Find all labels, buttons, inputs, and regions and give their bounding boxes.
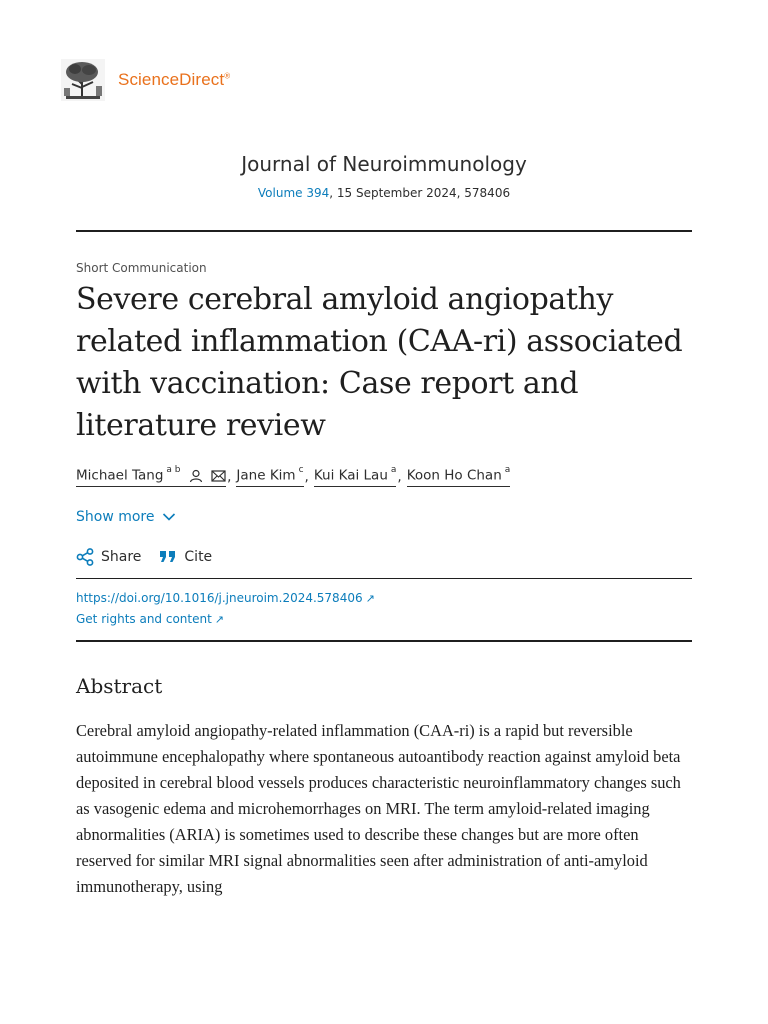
- cite-label: Cite: [184, 549, 213, 565]
- author-list: [76, 467, 510, 487]
- author-separator: ,: [397, 468, 402, 485]
- actions-divider: [76, 578, 692, 579]
- volume-link[interactable]: Volume 394: [257, 186, 330, 200]
- external-link-icon: ↗: [365, 592, 375, 605]
- metadata-divider: [76, 640, 692, 642]
- article-type: Short Communication: [76, 261, 207, 275]
- header-divider: [76, 230, 692, 232]
- show-more-button[interactable]: [76, 509, 176, 525]
- sciencedirect-logo[interactable]: [60, 58, 230, 102]
- author-link[interactable]: Kui Kai Lau $^a$: [314, 467, 397, 487]
- doi-link[interactable]: https://doi.org/10.1016/j.jneuroim.2024.578406 ↗: [76, 591, 375, 605]
- author-link[interactable]: Koon Ho Chan $^a$: [407, 467, 511, 487]
- cite-button[interactable]: [159, 549, 212, 565]
- quote-icon: [159, 549, 177, 565]
- author-link[interactable]: Michael Tang $^{a b}$: [76, 467, 226, 487]
- share-label: Share: [101, 549, 142, 565]
- journal-issue-info: [0, 186, 768, 200]
- person-icon: [189, 469, 203, 483]
- envelope-icon: [211, 470, 226, 482]
- brand-name: ScienceDirect®: [118, 70, 231, 89]
- chevron-down-icon: [162, 512, 176, 522]
- author-link[interactable]: Jane Kim $^c$: [236, 467, 303, 487]
- author-separator: ,: [304, 468, 309, 485]
- journal-name[interactable]: Journal of Neuroimmunology: [241, 152, 527, 176]
- article-actions: [76, 548, 230, 566]
- abstract-text: Cerebral amyloid angiopathy-related inflammation (CAA-ri) is a rapid but reversible autoimmune encephalopathy where spontaneous autoantibody reaction against amyloid beta deposited in cerebral blood vessels produces characteristic neuroinflammatory changes such as vasogenic edema and microhemorrhages on MRI. The term amyloid-related imaging abnormalities (ARIA) is sometimes used to describe these changes but are more often reserved for similar MRI signal abnormalities seen after administration of anti-amyloid immunotherapy, using: [76, 721, 681, 896]
- show-more-label: Show more: [76, 509, 155, 525]
- elsevier-tree-icon: [60, 58, 106, 102]
- abstract-heading: Abstract: [76, 674, 163, 698]
- issue-details: , 15 September 2024, 578406: [329, 186, 511, 200]
- rights-link[interactable]: Get rights and content ↗: [76, 612, 225, 626]
- author-separator: ,: [227, 468, 232, 485]
- share-icon: [76, 548, 94, 566]
- external-link-icon: ↗: [214, 613, 225, 626]
- share-button[interactable]: [76, 548, 141, 566]
- article-title: Severe cerebral amyloid angiopathy related inflammation (CAA-ri) associated with vaccination: Case report and literature review: [76, 282, 683, 443]
